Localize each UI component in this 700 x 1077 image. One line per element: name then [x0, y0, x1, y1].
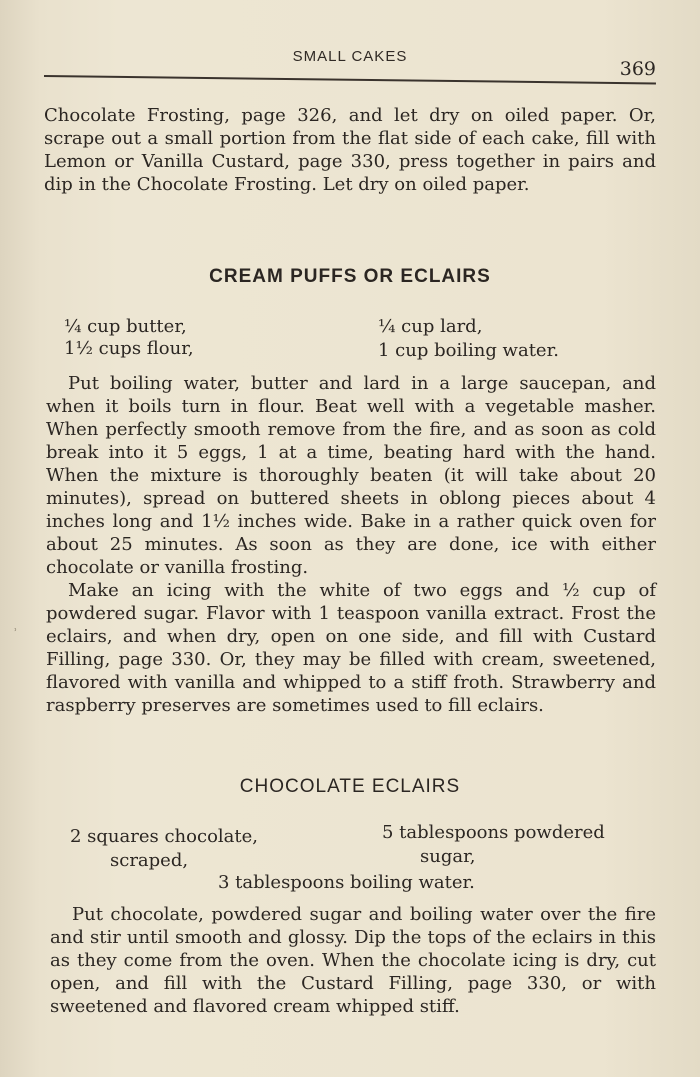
- ingredient-powdered-sugar: 5 tablespoons powdered: [382, 822, 605, 843]
- cream-puffs-method: Put boiling water, butter and lard in a large saucepan, and when it boils turn in flour. Beat well with a vegetable masher. When perfectly smooth remove from the fire, and as soon as cold break into it 5 eggs, 1 at a time, beating hard with the hand. When the mixture is thoroughly beaten (it will take about 20 minutes), spread on buttered sheets in oblong pieces about 4 inches long and 1½ inches wide. Bake in a rather quick oven for about 25 minutes. As soon as they are done, ice with either chocolate or vanilla frosting.: [46, 373, 656, 578]
- ingredient-boiling-water-choc: 3 tablespoons boiling water.: [218, 872, 475, 893]
- ingredient-lard: ¼ cup lard,: [378, 316, 483, 337]
- chocolate-eclairs-heading: CHOCOLATE ECLAIRS: [239, 776, 461, 797]
- ingredient-powdered-sugar-cont: sugar,: [420, 846, 476, 867]
- ingredient-flour: 1½ cups flour,: [64, 338, 194, 359]
- ingredient-chocolate-note: scraped,: [110, 850, 189, 871]
- cream-puffs-heading: CREAM PUFFS OR ECLAIRS: [209, 266, 491, 287]
- page-number: 369: [619, 58, 656, 80]
- running-header: SMALL CAKES: [292, 48, 408, 65]
- margin-speck: ˒: [14, 624, 18, 637]
- ingredient-butter: ¼ cup butter,: [64, 316, 187, 337]
- header-rule: [44, 75, 656, 84]
- chocolate-eclairs-method: Put chocolate, powdered sugar and boiling water over the fire and stir until smooth and glossy. Dip the tops of the eclairs in this as they come from the oven. When the chocolate icing is dry, cut open, and fill with the Custard Filling, page 330, or with sweetened and flavored cream whipped stiff.: [50, 904, 656, 1017]
- ingredient-boiling-water: 1 cup boiling water.: [378, 340, 559, 361]
- ingredient-chocolate: 2 squares chocolate,: [70, 826, 258, 847]
- cream-puffs-icing: Make an icing with the white of two eggs and ½ cup of powdered sugar. Flavor with 1 teaspoon vanilla extract. Frost the eclairs, and when dry, open on one side, and fill with Custard Filling, page 330. Or, they may be filled with cream, sweetened, flavored with vanilla and whipped to a stiff froth. Strawberry and raspberry preserves are sometimes used to fill eclairs.: [46, 580, 656, 716]
- intro-paragraph: Chocolate Frosting, page 326, and let dry on oiled paper. Or, scrape out a small portion from the flat side of each cake, fill with Lemon or Vanilla Custard, page 330, press together in pairs and dip in the Chocolate Frosting. Let dry on oiled paper.: [44, 105, 656, 195]
